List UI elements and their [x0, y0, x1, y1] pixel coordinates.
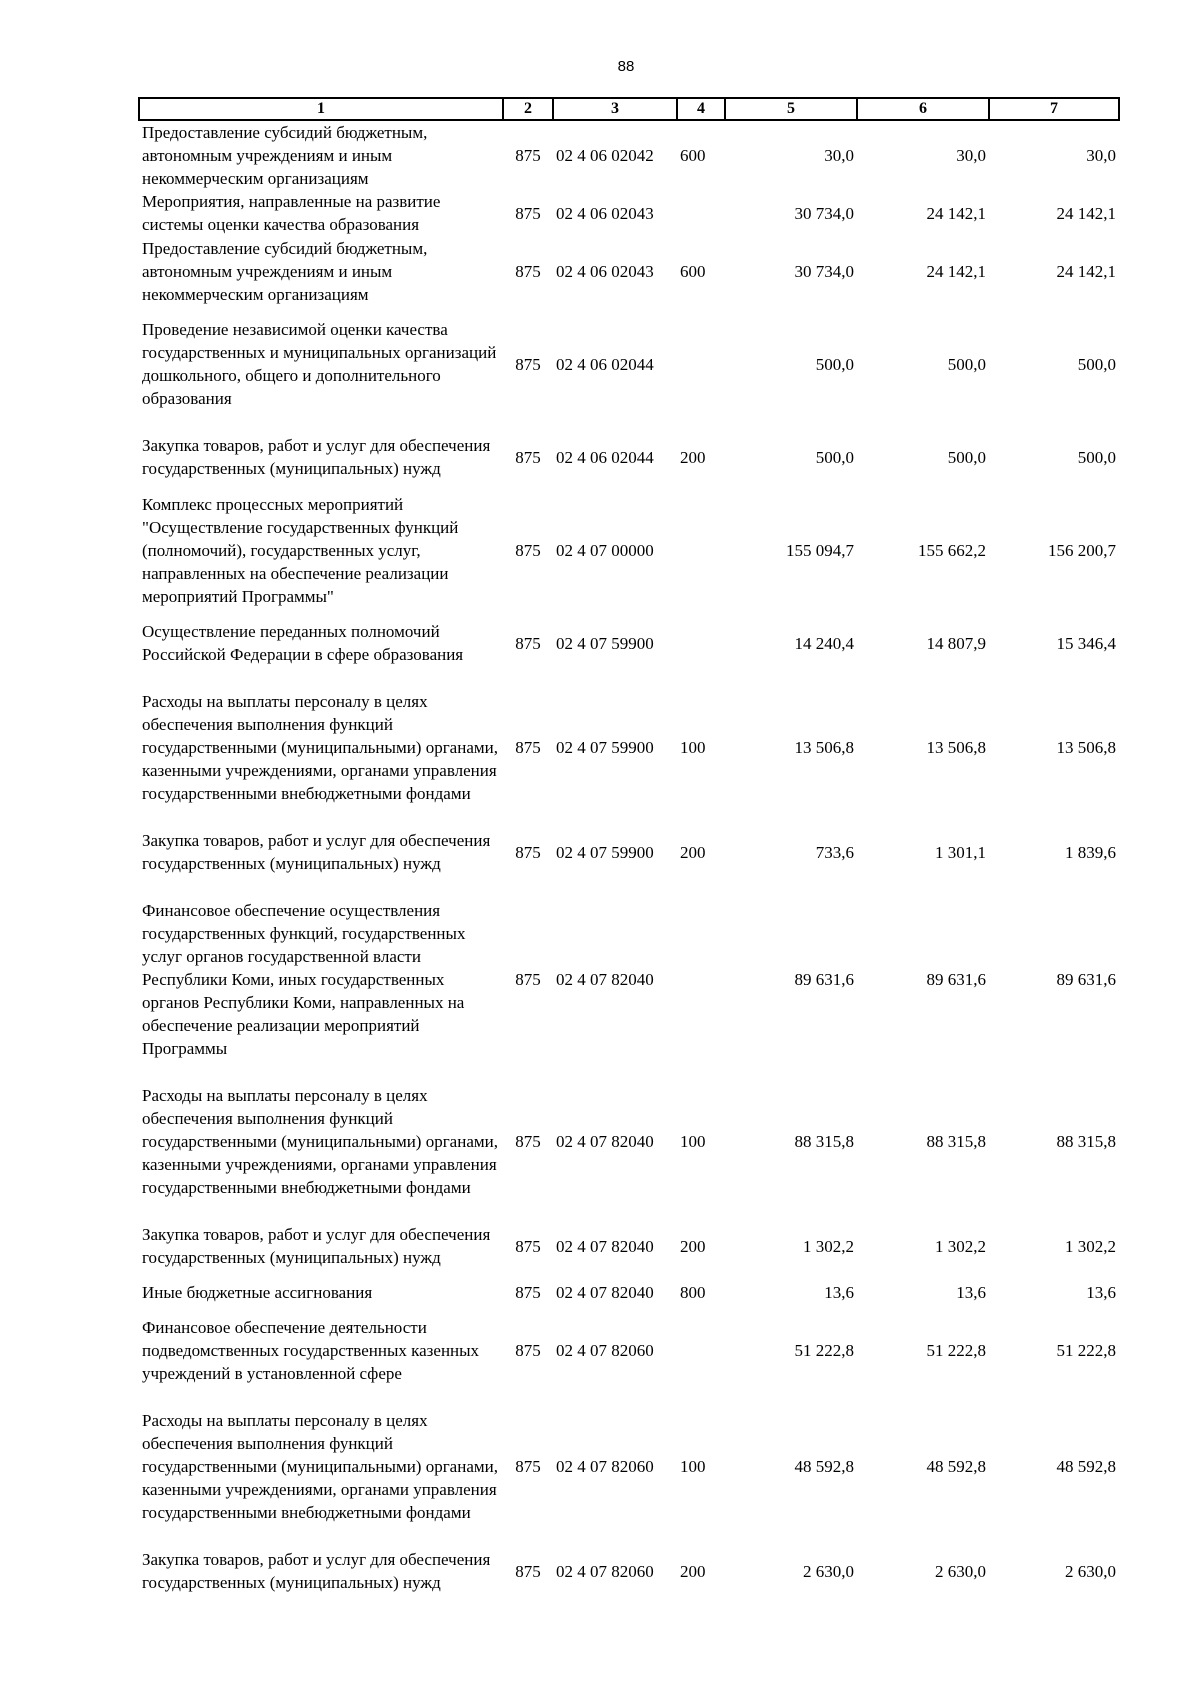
row-expense-type: 200 [680, 1236, 706, 1256]
row-value-6: 1 302,2 [935, 1236, 986, 1256]
row-target-article: 02 4 07 82060 [556, 1561, 654, 1581]
row-name: Расходы на выплаты персоналу в целях обеспечения выполнения функций государственными (муниципальными) органами, казенными учреждениями, органами управления государственными внебюджетными фондами [142, 1086, 498, 1197]
row-value-6: 155 662,2 [918, 540, 986, 560]
row-code: 875 [515, 540, 541, 560]
table-row [139, 1536, 1119, 1606]
row-target-article: 02 4 07 82040 [556, 1283, 654, 1302]
table-row [139, 1211, 1119, 1281]
row-target-article: 02 4 07 59900 [556, 633, 654, 653]
row-value-7: 30,0 [1086, 146, 1116, 165]
row-value-6: 89 631,6 [926, 970, 986, 989]
row-value-7: 2 630,0 [1065, 1561, 1116, 1581]
table-row [139, 887, 1119, 1072]
row-expense-type: 600 [680, 146, 706, 165]
column-header-6: 6 [857, 98, 989, 120]
row-value-6: 48 592,8 [926, 1457, 986, 1476]
row-name: Расходы на выплаты персоналу в целях обеспечения выполнения функций государственными (муниципальными) органами, казенными учреждениями, органами управления государственными внебюджетными фондами [142, 1411, 498, 1522]
row-value-7: 89 631,6 [1056, 970, 1116, 989]
row-name: Финансовое обеспечение осуществления государственных функций, государственных услуг органов государственной власти Республики Коми, иных государственных органов Республики Коми, направленных на обеспечение реализации мероприятий Программы [142, 901, 466, 1058]
row-value-7: 13 506,8 [1056, 738, 1116, 757]
row-value-6: 500,0 [947, 354, 986, 374]
row-target-article: 02 4 07 82040 [556, 1236, 654, 1256]
row-value-7: 1 302,2 [1065, 1236, 1116, 1256]
row-expense-type: 200 [680, 842, 706, 862]
row-code: 875 [515, 842, 541, 862]
row-value-7: 500,0 [1077, 447, 1116, 467]
row-value-5: 30 734,0 [794, 261, 854, 281]
row-value-5: 14 240,4 [794, 633, 854, 653]
row-value-5: 500,0 [815, 354, 854, 374]
row-code: 875 [515, 447, 541, 467]
table-row [139, 422, 1119, 492]
table-row [139, 306, 1119, 422]
row-value-7: 24 142,1 [1056, 203, 1116, 223]
row-target-article: 02 4 07 82060 [556, 1457, 654, 1476]
row-name: Закупка товаров, работ и услуг для обеспечения государственных (муниципальных) нужд [142, 1550, 491, 1592]
table-row [139, 678, 1119, 817]
row-code: 875 [515, 970, 541, 989]
row-expense-type: 100 [680, 1132, 706, 1151]
row-value-6: 30,0 [956, 146, 986, 165]
row-value-7: 15 346,4 [1056, 633, 1116, 653]
row-expense-type: 800 [680, 1283, 706, 1302]
row-value-5: 88 315,8 [794, 1132, 854, 1151]
row-name: Предоставление субсидий бюджетным, автономным учреждениям и иным некоммерческим организациям [142, 238, 428, 304]
row-target-article: 02 4 07 82040 [556, 970, 654, 989]
table-row [139, 817, 1119, 887]
row-value-6: 13,6 [956, 1283, 986, 1302]
row-value-5: 51 222,8 [794, 1341, 854, 1360]
row-name: Проведение независимой оценки качества государственных и муниципальных организаций дошкольного, общего и дополнительного образования [142, 320, 497, 408]
row-target-article: 02 4 07 59900 [556, 738, 654, 757]
row-name: Иные бюджетные ассигнования [142, 1283, 373, 1302]
page-number: 88 [617, 58, 635, 75]
row-value-5: 13 506,8 [794, 738, 854, 757]
row-target-article: 02 4 06 02044 [556, 354, 654, 374]
column-header-1: 1 [139, 98, 503, 120]
table-row [139, 120, 1119, 190]
row-value-7: 51 222,8 [1056, 1341, 1116, 1360]
row-target-article: 02 4 06 02044 [556, 447, 654, 467]
row-code: 875 [515, 738, 541, 757]
row-expense-type: 100 [680, 1457, 706, 1476]
row-target-article: 02 4 06 02042 [556, 146, 654, 165]
table-row [139, 190, 1119, 236]
column-header-2: 2 [503, 98, 553, 120]
column-header-3: 3 [553, 98, 677, 120]
row-value-6: 51 222,8 [926, 1341, 986, 1360]
row-code: 875 [515, 146, 541, 165]
row-name: Финансовое обеспечение деятельности подведомственных государственных казенных учреждений в установленной сфере [142, 1318, 480, 1383]
row-value-6: 14 807,9 [926, 633, 986, 653]
table-row [139, 236, 1119, 306]
column-header-7: 7 [989, 98, 1119, 120]
row-value-6: 88 315,8 [926, 1132, 986, 1151]
table-row [139, 1304, 1119, 1397]
row-expense-type: 600 [680, 261, 706, 281]
row-value-6: 24 142,1 [926, 203, 986, 223]
row-expense-type [677, 190, 725, 236]
row-code: 875 [515, 261, 541, 281]
row-value-5: 48 592,8 [794, 1457, 854, 1476]
row-expense-type [677, 887, 725, 1072]
row-name: Закупка товаров, работ и услуг для обеспечения государственных (муниципальных) нужд [142, 831, 491, 873]
row-code: 875 [515, 1457, 541, 1476]
row-expense-type [677, 1304, 725, 1397]
row-value-5: 2 630,0 [803, 1561, 854, 1581]
row-value-5: 155 094,7 [786, 540, 854, 560]
row-name: Расходы на выплаты персоналу в целях обеспечения выполнения функций государственными (муниципальными) органами, казенными учреждениями, органами управления государственными внебюджетными фондами [142, 692, 498, 803]
row-expense-type: 200 [680, 447, 706, 467]
row-code: 875 [515, 1561, 541, 1581]
row-value-5: 1 302,2 [803, 1236, 854, 1256]
row-expense-type [677, 492, 725, 608]
row-value-6: 500,0 [947, 447, 986, 467]
row-target-article: 02 4 06 02043 [556, 203, 654, 223]
row-code: 875 [515, 1236, 541, 1256]
row-value-7: 24 142,1 [1056, 261, 1116, 281]
row-expense-type [677, 608, 725, 678]
row-value-7: 48 592,8 [1056, 1457, 1116, 1476]
row-value-7: 88 315,8 [1056, 1132, 1116, 1151]
row-value-6: 2 630,0 [935, 1561, 986, 1581]
row-value-5: 500,0 [815, 447, 854, 467]
row-value-6: 24 142,1 [926, 261, 986, 281]
table-row [139, 1072, 1119, 1211]
row-code: 875 [515, 1132, 541, 1151]
row-target-article: 02 4 06 02043 [556, 261, 654, 281]
row-value-5: 30,0 [824, 146, 854, 165]
table-row [139, 608, 1119, 678]
row-value-5: 30 734,0 [794, 203, 854, 223]
row-expense-type [677, 306, 725, 422]
row-value-7: 1 839,6 [1065, 842, 1116, 862]
row-value-5: 89 631,6 [794, 970, 854, 989]
row-name: Закупка товаров, работ и услуг для обеспечения государственных (муниципальных) нужд [142, 436, 491, 478]
row-value-5: 733,6 [815, 842, 854, 862]
table-row [139, 492, 1119, 608]
row-name: Закупка товаров, работ и услуг для обеспечения государственных (муниципальных) нужд [142, 1225, 491, 1267]
row-target-article: 02 4 07 82040 [556, 1132, 654, 1151]
row-name: Осуществление переданных полномочий Российской Федерации в сфере образования [142, 622, 464, 664]
row-code: 875 [515, 203, 541, 223]
row-value-6: 1 301,1 [935, 842, 986, 862]
row-target-article: 02 4 07 00000 [556, 540, 654, 560]
row-target-article: 02 4 07 82060 [556, 1341, 654, 1360]
column-header-5: 5 [725, 98, 857, 120]
header-row [139, 98, 1119, 120]
table-row [139, 1281, 1119, 1304]
row-value-7: 13,6 [1086, 1283, 1116, 1302]
row-code: 875 [515, 1283, 541, 1302]
budget-table [138, 97, 1120, 1606]
row-code: 875 [515, 354, 541, 374]
row-code: 875 [515, 1341, 541, 1360]
column-header-4: 4 [677, 98, 725, 120]
row-expense-type: 200 [680, 1561, 706, 1581]
row-value-7: 500,0 [1077, 354, 1116, 374]
table-row [139, 1397, 1119, 1536]
row-expense-type: 100 [680, 738, 706, 757]
row-target-article: 02 4 07 59900 [556, 842, 654, 862]
row-value-5: 13,6 [824, 1283, 854, 1302]
row-code: 875 [515, 633, 541, 653]
row-value-6: 13 506,8 [926, 738, 986, 757]
row-name: Комплекс процессных мероприятий "Осуществление государственных функций (полномочий), государственных услуг, направленных на обеспечение реализации мероприятий Программы" [142, 494, 459, 606]
row-name: Предоставление субсидий бюджетным, автономным учреждениям и иным некоммерческим организациям [142, 123, 428, 188]
row-value-7: 156 200,7 [1048, 540, 1116, 560]
row-name: Мероприятия, направленные на развитие системы оценки качества образования [142, 192, 441, 234]
